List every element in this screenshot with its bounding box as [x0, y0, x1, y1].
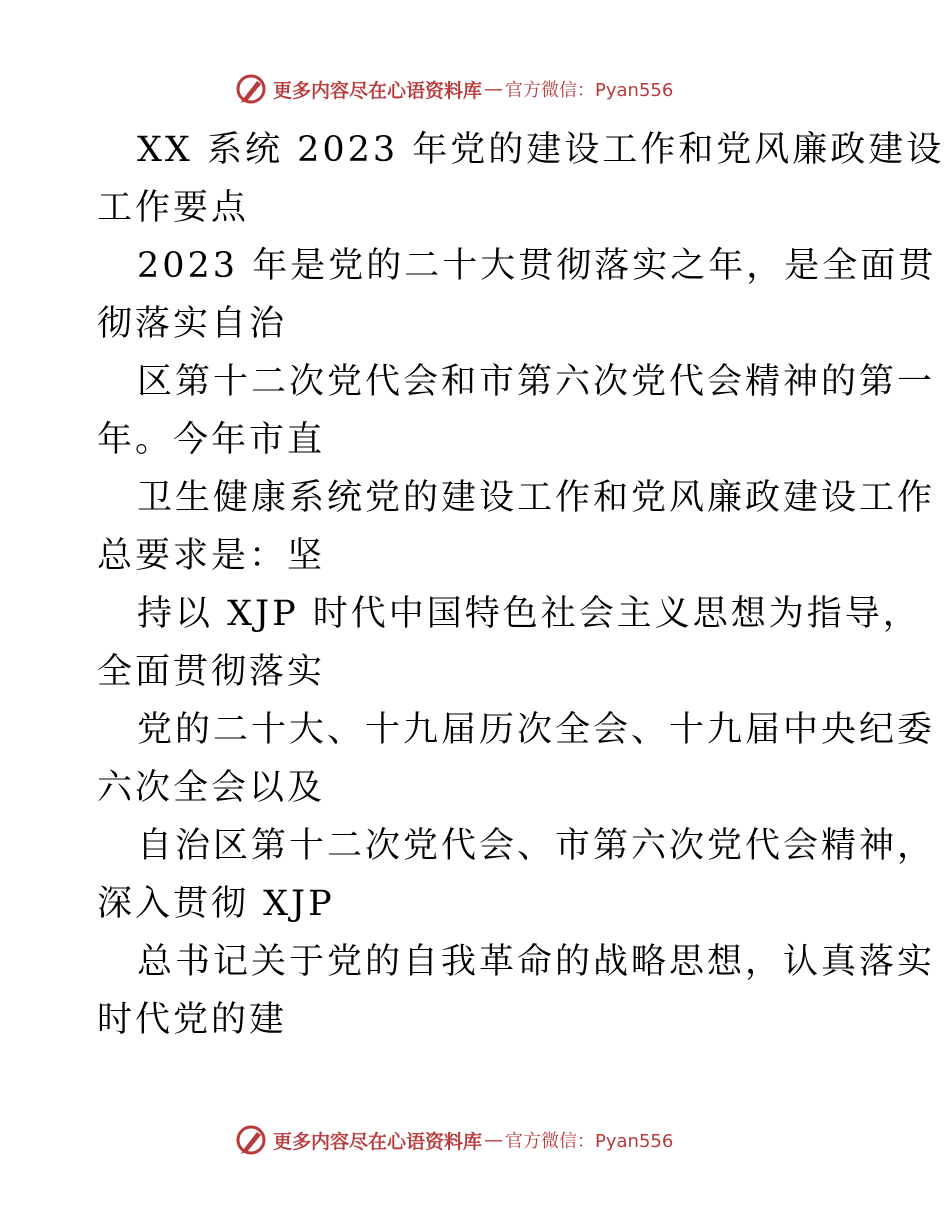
paragraph-line: XX 系统 2023 年党的建设工作和党风廉政建设: [137, 130, 945, 170]
watermark-text: 更多内容尽在心语资料库: [273, 1130, 483, 1153]
paragraph-line: 全面贯彻落实: [97, 652, 326, 692]
paragraph-line: 2023 年是党的二十大贯彻落实之年，是全面贯: [137, 246, 937, 286]
footer-watermark: [235, 1122, 673, 1158]
watermark-text: 更多内容尽在心语资料库: [273, 79, 483, 102]
paragraph: [97, 121, 945, 237]
watermark-separator: —: [484, 78, 504, 100]
watermark-separator: —: [484, 1129, 504, 1151]
paragraph-line: 卫生健康系统党的建设工作和党风廉政建设工作: [137, 478, 936, 518]
paragraph: [97, 585, 921, 701]
paragraph: [97, 817, 936, 933]
paragraph-line: 六次全会以及: [97, 768, 326, 808]
document-body: [97, 121, 945, 1049]
paragraph-line: 自治区第十二次党代会、市第六次党代会精神，: [137, 826, 936, 866]
pen-circle-logo-icon: [235, 1124, 267, 1156]
paragraph-line: 持以 XJP 时代中国特色社会主义思想为指导，: [137, 594, 921, 634]
paragraph-line: 总要求是：坚: [97, 536, 326, 576]
paragraph-line: 彻落实自治: [97, 304, 288, 344]
header-watermark: [235, 71, 673, 107]
paragraph-line: 深入贯彻 XJP: [97, 884, 335, 924]
paragraph-line: 区第十二次党代会和市第六次党代会精神的第一: [137, 362, 936, 402]
paragraph-line: 总书记关于党的自我革命的战略思想，认真落实: [137, 942, 936, 982]
pen-circle-logo-icon: [235, 73, 267, 105]
paragraph: [97, 237, 937, 353]
paragraph-line: 党的二十大、十九届历次全会、十九届中央纪委: [137, 710, 936, 750]
paragraph-line: 年。今年市直: [97, 420, 326, 460]
paragraph-line: 时代党的建: [97, 1000, 288, 1040]
paragraph: [97, 353, 936, 469]
paragraph-line: 工作要点: [97, 188, 250, 228]
paragraph: [97, 701, 936, 817]
paragraph: [97, 469, 936, 585]
paragraph: [97, 933, 936, 1049]
watermark-contact: 官方微信：Pyan556: [505, 80, 674, 101]
watermark-contact: 官方微信：Pyan556: [505, 1131, 674, 1152]
